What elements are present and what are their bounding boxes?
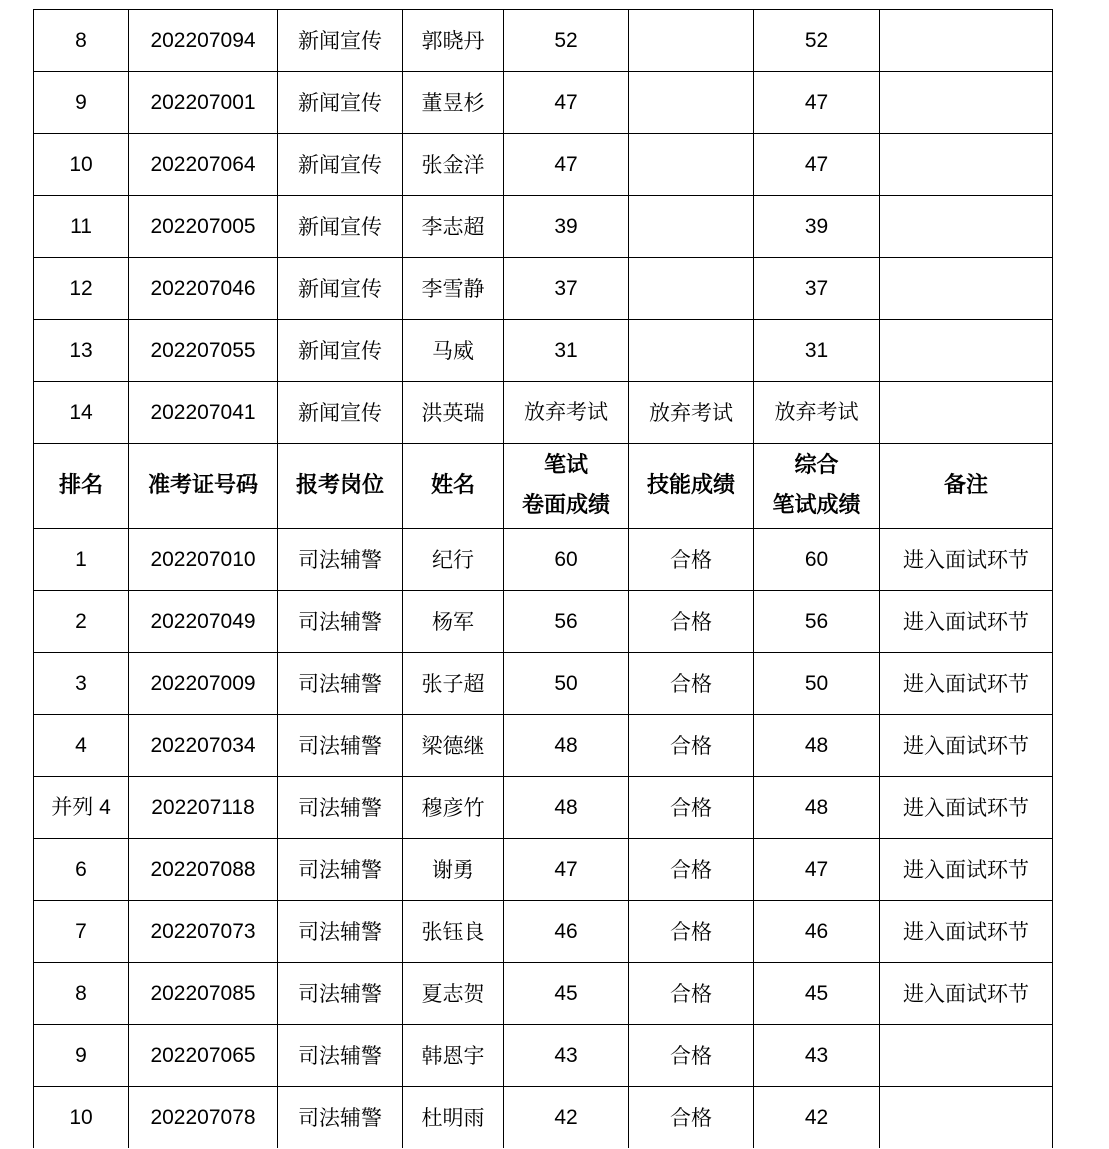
cell-position: 司法辅警: [278, 591, 403, 653]
cell-combined-score: 31: [754, 320, 880, 382]
cell-ticket-number: 202207064: [129, 134, 278, 196]
cell-name: 李雪静: [403, 258, 504, 320]
cell-ticket-number: 202207009: [129, 653, 278, 715]
table-row: [34, 196, 1053, 258]
cell-position: 司法辅警: [278, 653, 403, 715]
cell-ticket-number: 202207041: [129, 382, 278, 444]
cell-rank: 4: [34, 715, 129, 777]
cell-ticket-number: 202207034: [129, 715, 278, 777]
cell-ticket-number: 202207094: [129, 10, 278, 72]
cell-rank: 1: [34, 529, 129, 591]
cell-ticket-number: 202207055: [129, 320, 278, 382]
cell-combined-score: 47: [754, 134, 880, 196]
cell-skill-score: [629, 10, 754, 72]
cell-ticket-number: 202207001: [129, 72, 278, 134]
cell-combined-score: 48: [754, 777, 880, 839]
cell-written-score: 52: [504, 10, 629, 72]
cell-remark: 进入面试环节: [880, 963, 1053, 1025]
cell-position: 新闻宣传: [278, 134, 403, 196]
cell-combined-score: 39: [754, 196, 880, 258]
cell-rank: 12: [34, 258, 129, 320]
table-header-row: [34, 444, 1053, 529]
cell-combined-score: 46: [754, 901, 880, 963]
cell-skill-score: [629, 320, 754, 382]
cell-written-score: 放弃考试: [504, 382, 629, 444]
cell-ticket-number: 202207046: [129, 258, 278, 320]
cell-position: 新闻宣传: [278, 258, 403, 320]
table-row: [34, 963, 1053, 1025]
cell-rank: 3: [34, 653, 129, 715]
cell-ticket-number: 202207078: [129, 1087, 278, 1149]
cell-name: 谢勇: [403, 839, 504, 901]
header-combined-line2: 笔试成绩: [772, 493, 861, 518]
cell-written-score: 37: [504, 258, 629, 320]
table-row: [34, 715, 1053, 777]
header-combined-line1: 综合: [794, 453, 839, 478]
cell-position: 新闻宣传: [278, 320, 403, 382]
cell-remark: [880, 258, 1053, 320]
cell-name: 夏志贺: [403, 963, 504, 1025]
table-row: [34, 591, 1053, 653]
header-written-score: [504, 444, 629, 529]
cell-name: 纪行: [403, 529, 504, 591]
cell-remark: [880, 1025, 1053, 1087]
cell-position: 司法辅警: [278, 901, 403, 963]
header-written-line2: 卷面成绩: [521, 493, 610, 518]
cell-written-score: 48: [504, 777, 629, 839]
cell-combined-score: 47: [754, 72, 880, 134]
cell-remark: [880, 134, 1053, 196]
cell-name: 张金洋: [403, 134, 504, 196]
cell-written-score: 46: [504, 901, 629, 963]
cell-name: 杜明雨: [403, 1087, 504, 1149]
cell-name: 张子超: [403, 653, 504, 715]
header-skill-score: 技能成绩: [629, 444, 754, 529]
header-remark: 备注: [880, 444, 1053, 529]
header-rank: 排名: [34, 444, 129, 529]
cell-combined-score: 52: [754, 10, 880, 72]
cell-skill-score: 合格: [629, 901, 754, 963]
table-row: [34, 777, 1053, 839]
cell-combined-score: 48: [754, 715, 880, 777]
cell-rank: 9: [34, 1025, 129, 1087]
header-position: 报考岗位: [278, 444, 403, 529]
table-row: [34, 10, 1053, 72]
cell-skill-score: 合格: [629, 1025, 754, 1087]
table-row: [34, 258, 1053, 320]
cell-skill-score: 放弃考试: [629, 382, 754, 444]
cell-remark: 进入面试环节: [880, 839, 1053, 901]
cell-remark: 进入面试环节: [880, 653, 1053, 715]
cell-combined-score: 50: [754, 653, 880, 715]
cell-rank: 10: [34, 1087, 129, 1149]
table-row: [34, 653, 1053, 715]
table-row: [34, 1087, 1053, 1149]
header-combined-score: [754, 444, 880, 529]
cell-skill-score: 合格: [629, 839, 754, 901]
header-written-line1: 笔试: [543, 453, 588, 478]
cell-ticket-number: 202207118: [129, 777, 278, 839]
cell-written-score: 60: [504, 529, 629, 591]
cell-written-score: 50: [504, 653, 629, 715]
table-row: [34, 1025, 1053, 1087]
cell-name: 穆彦竹: [403, 777, 504, 839]
cell-rank: 13: [34, 320, 129, 382]
cell-rank: 11: [34, 196, 129, 258]
cell-combined-score: 47: [754, 839, 880, 901]
cell-remark: 进入面试环节: [880, 901, 1053, 963]
cell-rank: 14: [34, 382, 129, 444]
table-row: [34, 901, 1053, 963]
cell-remark: [880, 72, 1053, 134]
table-row: [34, 320, 1053, 382]
cell-ticket-number: 202207065: [129, 1025, 278, 1087]
cell-remark: [880, 1087, 1053, 1149]
cell-skill-score: 合格: [629, 1087, 754, 1149]
cell-skill-score: 合格: [629, 529, 754, 591]
cell-position: 新闻宣传: [278, 10, 403, 72]
cell-written-score: 48: [504, 715, 629, 777]
cell-position: 新闻宣传: [278, 72, 403, 134]
cell-skill-score: 合格: [629, 653, 754, 715]
cell-rank: 并列 4: [34, 777, 129, 839]
cell-ticket-number: 202207010: [129, 529, 278, 591]
cell-written-score: 39: [504, 196, 629, 258]
table-row: [34, 382, 1053, 444]
cell-ticket-number: 202207073: [129, 901, 278, 963]
cell-name: 杨军: [403, 591, 504, 653]
cell-written-score: 42: [504, 1087, 629, 1149]
cell-ticket-number: 202207088: [129, 839, 278, 901]
cell-combined-score: 放弃考试: [754, 382, 880, 444]
cell-remark: [880, 196, 1053, 258]
cell-remark: 进入面试环节: [880, 715, 1053, 777]
cell-combined-score: 60: [754, 529, 880, 591]
cell-remark: [880, 382, 1053, 444]
cell-name: 韩恩宇: [403, 1025, 504, 1087]
cell-skill-score: [629, 258, 754, 320]
table-row: [34, 72, 1053, 134]
cell-remark: [880, 10, 1053, 72]
exam-score-table: [33, 9, 1053, 1148]
cell-ticket-number: 202207049: [129, 591, 278, 653]
cell-position: 司法辅警: [278, 1087, 403, 1149]
cell-rank: 8: [34, 10, 129, 72]
cell-name: 董昱杉: [403, 72, 504, 134]
cell-written-score: 47: [504, 72, 629, 134]
cell-skill-score: [629, 134, 754, 196]
cell-skill-score: 合格: [629, 777, 754, 839]
cell-remark: 进入面试环节: [880, 529, 1053, 591]
cell-skill-score: 合格: [629, 715, 754, 777]
cell-written-score: 43: [504, 1025, 629, 1087]
cell-name: 梁德继: [403, 715, 504, 777]
cell-position: 司法辅警: [278, 529, 403, 591]
cell-position: 司法辅警: [278, 715, 403, 777]
cell-combined-score: 43: [754, 1025, 880, 1087]
cell-rank: 9: [34, 72, 129, 134]
cell-name: 马威: [403, 320, 504, 382]
cell-skill-score: [629, 72, 754, 134]
cell-position: 新闻宣传: [278, 196, 403, 258]
table-row: [34, 839, 1053, 901]
cell-combined-score: 37: [754, 258, 880, 320]
cell-position: 司法辅警: [278, 839, 403, 901]
cell-combined-score: 56: [754, 591, 880, 653]
cell-position: 司法辅警: [278, 1025, 403, 1087]
table-row: [34, 529, 1053, 591]
cell-remark: [880, 320, 1053, 382]
cell-written-score: 56: [504, 591, 629, 653]
cell-ticket-number: 202207005: [129, 196, 278, 258]
cell-ticket-number: 202207085: [129, 963, 278, 1025]
cell-written-score: 45: [504, 963, 629, 1025]
cell-rank: 7: [34, 901, 129, 963]
cell-name: 洪英瑞: [403, 382, 504, 444]
cell-written-score: 47: [504, 134, 629, 196]
cell-position: 新闻宣传: [278, 382, 403, 444]
cell-skill-score: 合格: [629, 963, 754, 1025]
cell-rank: 2: [34, 591, 129, 653]
cell-combined-score: 45: [754, 963, 880, 1025]
cell-name: 郭晓丹: [403, 10, 504, 72]
cell-name: 张钰良: [403, 901, 504, 963]
cell-position: 司法辅警: [278, 777, 403, 839]
cell-remark: 进入面试环节: [880, 591, 1053, 653]
cell-written-score: 31: [504, 320, 629, 382]
table-body: [34, 10, 1053, 1149]
cell-rank: 8: [34, 963, 129, 1025]
header-ticket-number: 准考证号码: [129, 444, 278, 529]
cell-rank: 6: [34, 839, 129, 901]
cell-remark: 进入面试环节: [880, 777, 1053, 839]
cell-position: 司法辅警: [278, 963, 403, 1025]
cell-written-score: 47: [504, 839, 629, 901]
table-row: [34, 134, 1053, 196]
cell-rank: 10: [34, 134, 129, 196]
cell-skill-score: [629, 196, 754, 258]
header-name: 姓名: [403, 444, 504, 529]
cell-combined-score: 42: [754, 1087, 880, 1149]
cell-name: 李志超: [403, 196, 504, 258]
cell-skill-score: 合格: [629, 591, 754, 653]
